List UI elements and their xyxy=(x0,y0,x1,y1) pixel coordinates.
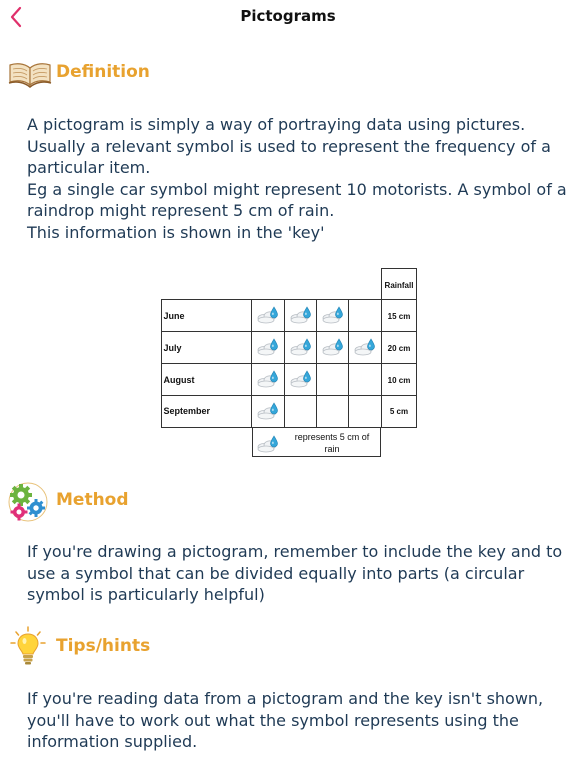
page-title: Pictograms xyxy=(240,7,336,25)
method-header xyxy=(8,482,208,524)
pictogram-svg xyxy=(160,267,420,459)
gears-icon xyxy=(8,482,48,522)
rainfall-header: Rainfall xyxy=(384,281,414,290)
tips-paragraph: If you're reading data from a pictogram and the key isn't shown, you'll have to work out what the symbol represents using the information supplied. xyxy=(27,689,544,751)
cloud-raindrop-icon xyxy=(323,339,343,355)
pictogram-table xyxy=(160,267,420,463)
cloud-raindrop-icon xyxy=(291,339,311,355)
cloud-raindrop-icon xyxy=(291,307,311,323)
method-text xyxy=(27,541,572,606)
key-text-line-2: rain xyxy=(324,444,340,454)
row-label-july: July xyxy=(163,343,182,353)
row-value-july: 20 cm xyxy=(387,344,411,353)
method-paragraph: If you're drawing a pictogram, remember to include the key and to use a symbol that can be divided equally into parts (a circular symbol is particularly helpful) xyxy=(27,542,563,604)
cloud-raindrop-icon xyxy=(355,339,375,355)
row-label-august: August xyxy=(163,375,195,385)
definition-text xyxy=(27,114,572,243)
tips-header xyxy=(8,626,208,670)
row-value-june: 15 cm xyxy=(387,312,411,321)
method-title: Method xyxy=(56,490,129,510)
cloud-raindrop-icon xyxy=(323,307,343,323)
definition-header xyxy=(8,60,208,92)
tips-title: Tips/hints xyxy=(56,636,151,656)
definition-line-1: A pictogram is simply a way of portraying data using pictures. xyxy=(27,115,526,134)
row-label-september: September xyxy=(163,406,211,416)
row-value-august: 10 cm xyxy=(387,376,411,385)
key-text-line-1: represents 5 cm of xyxy=(294,432,370,442)
tips-text xyxy=(27,688,572,753)
row-value-september: 5 cm xyxy=(389,407,409,416)
definition-line-4: This information is shown in the 'key' xyxy=(27,222,325,242)
row-label-june: June xyxy=(163,311,185,321)
lightbulb-icon xyxy=(8,626,48,670)
definition-title: Definition xyxy=(56,62,150,82)
definition-line-3: Eg a single car symbol might represent 10 motorists. A symbol of a raindrop might represent 5 cm of rain. xyxy=(27,179,567,220)
cloud-raindrop-icon xyxy=(258,307,278,323)
cloud-raindrop-icon xyxy=(258,339,278,355)
cloud-raindrop-icon xyxy=(258,371,278,387)
nav-bar xyxy=(0,0,576,36)
open-book-icon xyxy=(8,60,52,88)
cloud-raindrop-icon xyxy=(291,371,311,387)
cloud-raindrop-icon xyxy=(258,403,278,419)
key-cloud-raindrop-icon xyxy=(258,436,278,452)
definition-line-2: Usually a relevant symbol is used to represent the frequency of a particular item. xyxy=(27,136,551,177)
